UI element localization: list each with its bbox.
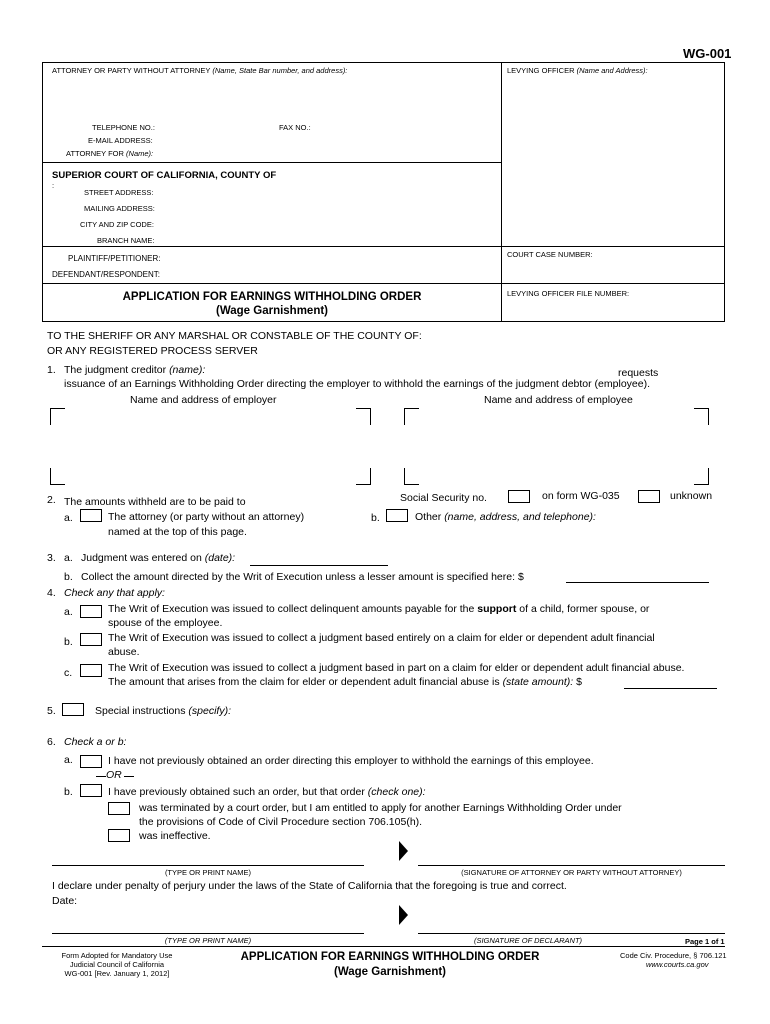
item6b-text: I have previously obtained such an order, but that order (check one):: [108, 786, 426, 798]
employee-bracket-top-left: [404, 408, 419, 425]
footer-adopted-2: Judicial Council of California: [69, 960, 165, 969]
unknown-checkbox[interactable]: [638, 490, 660, 503]
intro-line2: OR ANY REGISTERED PROCESS SERVER: [47, 345, 258, 357]
employer-label: Name and address of employer: [130, 394, 277, 406]
footer-adopted-1: Form Adopted for Mandatory Use: [61, 951, 173, 960]
item6-heading: Check a or b:: [64, 736, 127, 748]
email-label: E-MAIL ADDRESS:: [88, 136, 153, 145]
intro-line1: TO THE SHERIFF OR ANY MARSHAL OR CONSTABLE OF THE COUNTY OF:: [47, 330, 422, 342]
footer-title-2: (Wage Garnishment): [333, 966, 447, 978]
item5-checkbox[interactable]: [62, 703, 84, 716]
ineffective-text: was ineffective.: [139, 830, 211, 842]
branch-label: BRANCH NAME:: [97, 236, 155, 245]
item4b-text1: The Writ of Execution was issued to collect a judgment based entirely on a claim for elder or dependent adult financial: [108, 632, 655, 644]
unknown-label: unknown: [670, 490, 713, 502]
court-colon: :: [52, 181, 55, 190]
item2-text: The amounts withheld are to be paid to: [64, 496, 246, 508]
declarant-signature-line[interactable]: [418, 933, 725, 934]
declaration-text: I declare under penalty of perjury under the laws of the State of California that the foregoing is true and correct.: [52, 880, 567, 892]
item2b-letter: b.: [371, 512, 380, 524]
employer-bracket-bottom-right: [356, 468, 371, 485]
item4a-checkbox[interactable]: [80, 605, 102, 618]
signature-arrow-icon: [399, 841, 408, 861]
ineffective-checkbox[interactable]: [108, 829, 130, 842]
street-label: STREET ADDRESS:: [84, 188, 154, 197]
on-form-checkbox[interactable]: [508, 490, 530, 503]
declarant-arrow-icon: [399, 905, 408, 925]
item3a-text: Judgment was entered on (date):: [81, 552, 236, 564]
header-divider-1: [42, 162, 502, 163]
item4c-checkbox[interactable]: [80, 664, 102, 677]
item4a-text2: spouse of the employee.: [108, 617, 223, 629]
item2a-letter: a.: [64, 512, 73, 524]
judgment-date-field[interactable]: [250, 565, 388, 566]
item4c-text2: The amount that arises from the claim for elder or dependent adult financial abuse is (state amount): $: [108, 676, 582, 688]
type-name-line-2[interactable]: [52, 933, 364, 934]
item4b-text2: abuse.: [108, 646, 140, 658]
page-number: Page 1 of 1: [685, 937, 725, 946]
employee-bracket-top-right: [694, 408, 709, 425]
terminated-text2: the provisions of Code of Civil Procedure section 706.105(h).: [139, 816, 423, 828]
attorney-for-label: ATTORNEY FOR (Name):: [66, 149, 154, 158]
item4a-letter: a.: [64, 606, 73, 618]
header-top-border: [42, 62, 725, 63]
item2a-checkbox[interactable]: [80, 509, 102, 522]
header-bottom-border: [42, 321, 725, 322]
type-name-caption-2: (TYPE OR PRINT NAME): [164, 936, 252, 945]
plaintiff-label: PLAINTIFF/PETITIONER:: [68, 254, 161, 263]
employee-label: Name and address of employee: [484, 394, 633, 406]
form-id: WG-001: [683, 46, 732, 61]
footer-rule: [42, 946, 725, 947]
item3a-letter: a.: [64, 552, 73, 564]
attorney-label: ATTORNEY OR PARTY WITHOUT ATTORNEY (Name, State Bar number, and address):: [52, 66, 348, 75]
item6b-letter: b.: [64, 786, 73, 798]
fax-label: FAX NO.:: [279, 123, 311, 132]
item1-requests: requests: [618, 367, 659, 379]
employee-bracket-bottom-right: [694, 468, 709, 485]
item4-number: 4.: [47, 587, 56, 599]
date-label: Date:: [52, 895, 78, 907]
header-title-line1: APPLICATION FOR EARNINGS WITHHOLDING ORDER: [122, 291, 422, 303]
item4b-checkbox[interactable]: [80, 633, 102, 646]
lesser-amount-field[interactable]: [566, 582, 709, 583]
employee-bracket-bottom-left: [404, 468, 419, 485]
ssn-label: Social Security no.: [400, 492, 487, 504]
item4b-letter: b.: [64, 636, 73, 648]
item5-number: 5.: [47, 705, 56, 717]
terminated-checkbox[interactable]: [108, 802, 130, 815]
item2b-checkbox[interactable]: [386, 509, 408, 522]
on-form-label: on form WG-035: [542, 490, 620, 502]
footer-adopted-3: WG-001 [Rev. January 1, 2012]: [64, 969, 170, 978]
court-title: SUPERIOR COURT OF CALIFORNIA, COUNTY OF: [52, 170, 277, 181]
defendant-label: DEFENDANT/RESPONDENT:: [52, 270, 161, 279]
item6b-checkbox[interactable]: [80, 784, 102, 797]
terminated-text1: was terminated by a court order, but I am entitled to apply for another Earnings Withholding Order under: [139, 802, 622, 814]
type-name-caption-1: (TYPE OR PRINT NAME): [164, 868, 252, 877]
footer-url[interactable]: www.courts.ca.gov: [646, 960, 709, 969]
court-case-number-label: COURT CASE NUMBER:: [507, 250, 593, 259]
footer-title-1: APPLICATION FOR EARNINGS WITHHOLDING ORDER: [240, 951, 540, 963]
or-dash-right: [124, 776, 134, 777]
item2a-text2: named at the top of this page.: [108, 526, 247, 538]
or-separator: OR: [106, 769, 122, 781]
item2b-text: Other (name, address, and telephone):: [415, 511, 596, 523]
city-zip-label: CITY AND ZIP CODE:: [80, 220, 154, 229]
levying-file-number-label: LEVYING OFFICER FILE NUMBER:: [507, 289, 630, 298]
item6a-checkbox[interactable]: [80, 755, 102, 768]
or-dash-left: [96, 776, 106, 777]
item3-number: 3.: [47, 552, 56, 564]
item4a-text1: The Writ of Execution was issued to collect delinquent amounts payable for the support of a child, former spouse, or: [108, 603, 650, 615]
attorney-signature-line[interactable]: [418, 865, 725, 866]
employer-bracket-bottom-left: [50, 468, 65, 485]
header-title-line2: (Wage Garnishment): [215, 305, 329, 317]
elder-abuse-amount-field[interactable]: [624, 688, 717, 689]
header-divider-2: [42, 246, 725, 247]
item5-text: Special instructions (specify):: [95, 705, 231, 717]
item2-number: 2.: [47, 494, 56, 506]
item4c-text1: The Writ of Execution was issued to collect a judgment based in part on a claim for elder or dependent adult financial abuse.: [108, 662, 685, 674]
header-divider-3: [42, 283, 725, 284]
item6-number: 6.: [47, 736, 56, 748]
item3b-text: Collect the amount directed by the Writ of Execution unless a lesser amount is specified here: $: [81, 571, 524, 583]
item3b-letter: b.: [64, 571, 73, 583]
item2a-text1: The attorney (or party without an attorney): [108, 511, 305, 523]
type-name-line-1[interactable]: [52, 865, 364, 866]
levying-officer-label: LEVYING OFFICER (Name and Address):: [507, 66, 648, 75]
attorney-signature-caption: (SIGNATURE OF ATTORNEY OR PARTY WITHOUT ATTORNEY): [461, 868, 682, 877]
item6a-text: I have not previously obtained an order directing this employer to withhold the earnings of this employee.: [108, 755, 594, 767]
mailing-label: MAILING ADDRESS:: [84, 204, 155, 213]
item4-heading: Check any that apply:: [64, 587, 165, 599]
employer-bracket-top-left: [50, 408, 65, 425]
item1-line2: issuance of an Earnings Withholding Order directing the employer to withhold the earnings of the judgment debtor (employee).: [64, 378, 650, 390]
declarant-signature-caption: (SIGNATURE OF DECLARANT): [473, 936, 583, 945]
employer-bracket-top-right: [356, 408, 371, 425]
item6a-letter: a.: [64, 754, 73, 766]
footer-code: Code Civ. Procedure, § 706.121: [620, 951, 727, 960]
item4c-letter: c.: [64, 667, 73, 679]
telephone-label: TELEPHONE NO.:: [92, 123, 155, 132]
item1-text: The judgment creditor (name):: [64, 364, 206, 376]
item1-number: 1.: [47, 364, 56, 376]
